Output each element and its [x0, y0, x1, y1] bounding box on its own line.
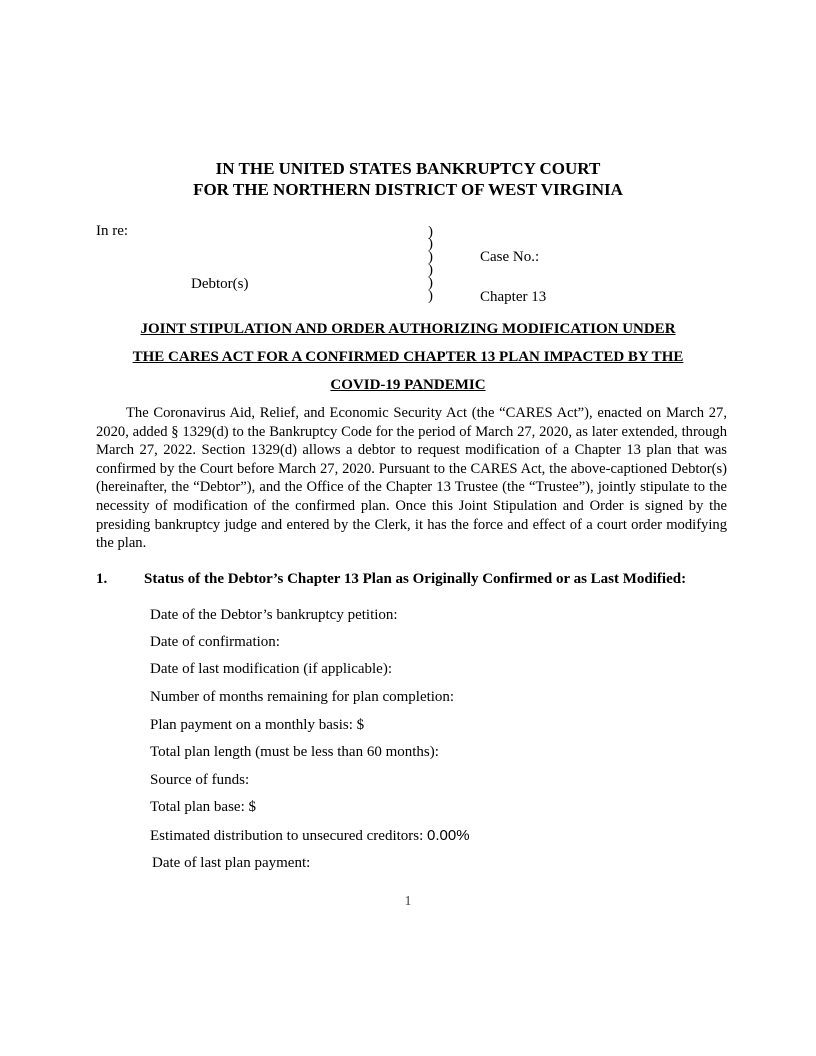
monthly-payment-field: Plan payment on a monthly basis: $ — [150, 717, 365, 733]
paren-2: ) — [428, 236, 433, 252]
document-title-line-2: THE CARES ACT FOR A CONFIRMED CHAPTER 13 PLAN IMPACTED BY THE — [132, 349, 684, 365]
court-name-line-2: FOR THE NORTHERN DISTRICT OF WEST VIRGINIA — [193, 180, 623, 199]
section-1-heading-part-b: Debtor’s — [227, 571, 284, 587]
document-title-line-3: COVID-19 PANDEMIC — [330, 377, 486, 393]
debtor-label: Debtor(s) — [191, 276, 249, 292]
confirmation-date-field: Date of confirmation: — [150, 634, 280, 650]
section-1-number: 1. — [96, 571, 108, 587]
source-of-funds-field: Source of funds: — [150, 772, 250, 788]
last-modification-field: Date of last modification (if applicable): — [150, 661, 392, 677]
section-1-heading-part-c: Chapter 13 Plan as Originally Confirmed or as Last Modified: — [283, 571, 687, 587]
paren-1: ) — [428, 224, 433, 240]
paren-3: ) — [428, 249, 433, 265]
months-remaining-field: Number of months remaining for plan completion: — [150, 689, 455, 705]
unsecured-distribution-field — [150, 827, 470, 845]
paren-6: ) — [428, 288, 433, 304]
section-1-heading-part-a: Status of the — [144, 571, 228, 587]
in-re-label: In re: — [96, 223, 129, 239]
section-1-heading — [96, 570, 736, 588]
last-payment-field: Date of last plan payment: — [152, 855, 311, 871]
page-number: 1 — [404, 894, 412, 909]
chapter-label: Chapter 13 — [480, 289, 547, 305]
paren-5: ) — [428, 275, 433, 291]
paren-4: ) — [428, 262, 433, 278]
petition-date-field: Date of the Debtor’s bankruptcy petition: — [150, 607, 398, 623]
unsecured-distribution-percent: 0.00% — [427, 827, 470, 844]
cares-act-paragraph: The Coronavirus Aid, Relief, and Economic Security Act (the “CARES Act”), enacted on March 27, 2020, added § 1329(d) to the Bankruptcy Code for the period of March 27, 2020, as later extended, through March 27, 2022. Section 1329(d) allows a debtor to request modification of a Chapter 13 plan that was confirmed by the Court before March 27, 2020. Pursuant to the CARES Act, the above-captioned Debtor(s) (hereinafter, the “Debtor”), and the Office of the Chapter 13 Trustee (the “Trustee”), jointly stipulate to the necessity of modification of the confirmed plan. Once this Joint Stipulation and Order is signed by the presiding bankruptcy judge and entered by the Clerk, it has the force and effect of a court order modifying the plan. — [96, 405, 727, 552]
plan-base-field: Total plan base: $ — [150, 799, 257, 815]
unsecured-distribution-label: Estimated distribution to unsecured creditors: — [150, 828, 428, 844]
case-number-label: Case No.: — [480, 249, 540, 265]
plan-length-field: Total plan length (must be less than 60 months): — [150, 744, 439, 760]
document-title-line-1: JOINT STIPULATION AND ORDER AUTHORIZING MODIFICATION UNDER — [140, 321, 676, 337]
court-name-line-1: IN THE UNITED STATES BANKRUPTCY COURT — [215, 159, 601, 178]
